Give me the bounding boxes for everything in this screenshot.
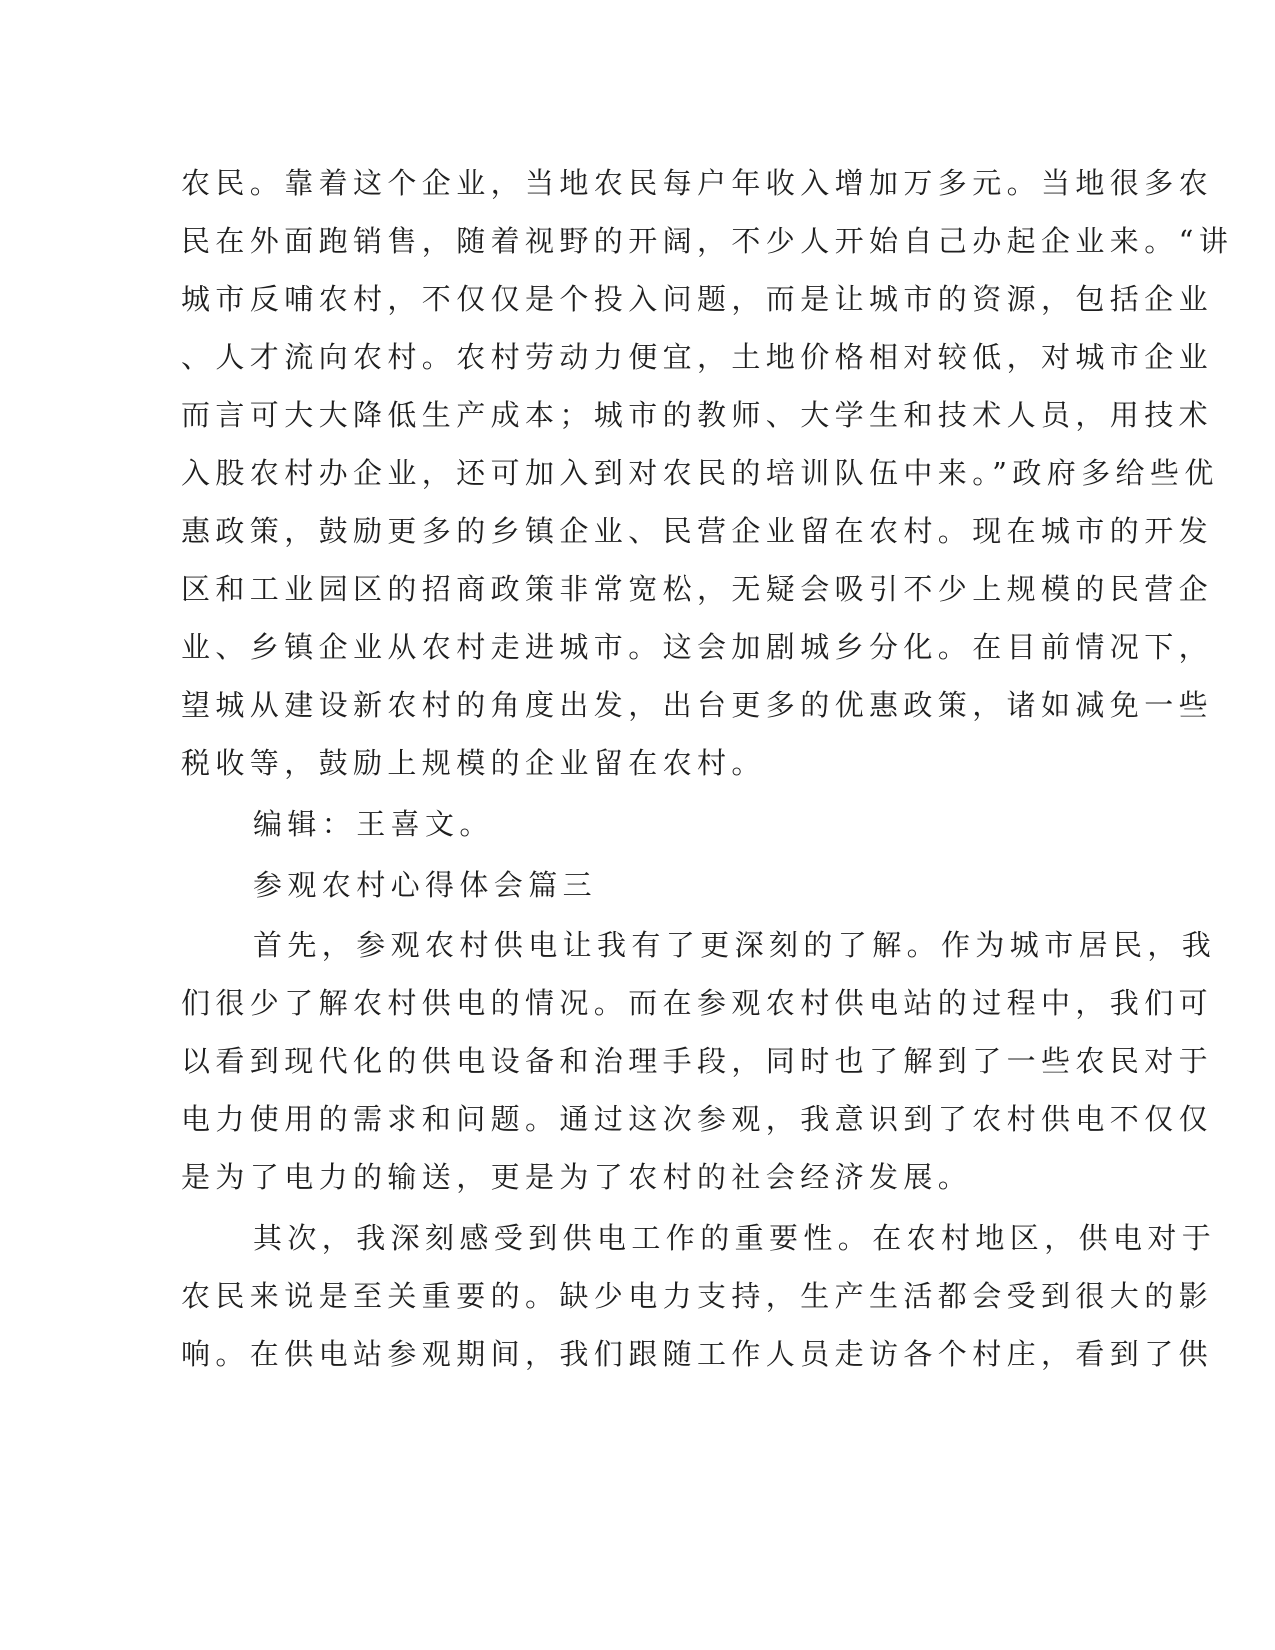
text-line: 农民。靠着这个企业，当地农民每户年收入增加万多元。当地很多农	[181, 166, 1214, 200]
section-heading: 参观农村心得体会篇三	[253, 868, 598, 902]
text-line: 、人才流向农村。农村劳动力便宜，土地价格相对较低，对城市企业	[181, 340, 1214, 374]
text-line: 民在外面跑销售，随着视野的开阔，不少人开始自己办起企业来。“讲	[181, 224, 1234, 258]
text-line: 响。在供电站参观期间，我们跟随工作人员走访各个村庄，看到了供	[181, 1337, 1214, 1371]
text-line: 农民来说是至关重要的。缺少电力支持，生产生活都会受到很大的影	[181, 1279, 1214, 1313]
text-line: 入股农村办企业，还可加入到对农民的培训队伍中来。”政府多给些优	[181, 456, 1219, 490]
text-line: 惠政策，鼓励更多的乡镇企业、民营企业留在农村。现在城市的开发	[181, 514, 1214, 548]
text-line: 税收等，鼓励上规模的企业留在农村。	[181, 746, 766, 780]
text-line: 区和工业园区的招商政策非常宽松，无疑会吸引不少上规模的民营企	[181, 572, 1214, 606]
text-line: 业、乡镇企业从农村走进城市。这会加剧城乡分化。在目前情况下，	[181, 630, 1214, 664]
text-line: 们很少了解农村供电的情况。而在参观农村供电站的过程中，我们可	[181, 986, 1214, 1020]
text-line: 其次，我深刻感受到供电工作的重要性。在农村地区，供电对于	[253, 1221, 1217, 1255]
text-line: 是为了电力的输送，更是为了农村的社会经济发展。	[181, 1160, 973, 1194]
editor-credit: 编辑：王喜文。	[253, 807, 494, 841]
text-line: 望城从建设新农村的角度出发，出台更多的优惠政策，诸如减免一些	[181, 688, 1214, 722]
text-line: 电力使用的需求和问题。通过这次参观，我意识到了农村供电不仅仅	[181, 1102, 1214, 1136]
text-line: 城市反哺农村，不仅仅是个投入问题，而是让城市的资源，包括企业	[181, 282, 1214, 316]
text-line: 首先，参观农村供电让我有了更深刻的了解。作为城市居民，我	[253, 928, 1217, 962]
text-line: 以看到现代化的供电设备和治理手段，同时也了解到了一些农民对于	[181, 1044, 1214, 1078]
text-line: 而言可大大降低生产成本；城市的教师、大学生和技术人员，用技术	[181, 398, 1214, 432]
